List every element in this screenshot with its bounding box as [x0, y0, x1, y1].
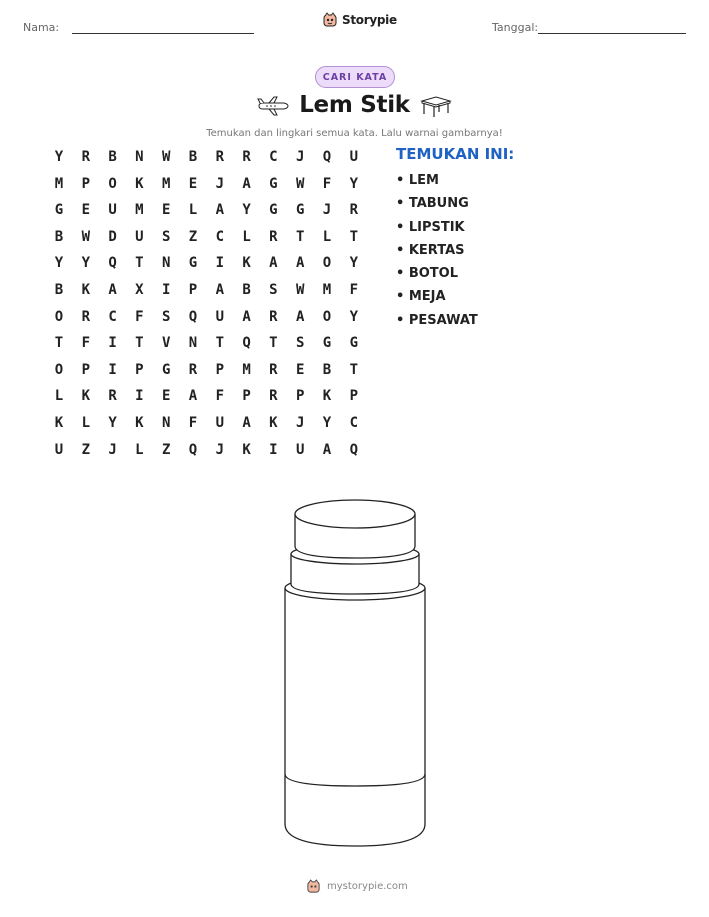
grid-letter[interactable]: U: [295, 441, 305, 458]
table-icon: [420, 94, 452, 118]
grid-letter[interactable]: K: [135, 175, 144, 192]
grid-letter[interactable]: I: [108, 361, 117, 378]
grid-letter[interactable]: O: [108, 175, 117, 192]
storypie-logo-icon: [322, 12, 338, 28]
grid-letter[interactable]: T: [349, 361, 359, 378]
grid-letter[interactable]: B: [108, 149, 117, 165]
grid-letter[interactable]: P: [295, 388, 305, 405]
grid-letter[interactable]: O: [322, 308, 332, 325]
name-line[interactable]: [72, 33, 254, 34]
grid-letter[interactable]: A: [188, 388, 198, 405]
grid-letter[interactable]: T: [135, 255, 144, 272]
word-item: • TABUNG: [396, 196, 469, 212]
grid-letter[interactable]: J: [215, 441, 225, 458]
grid-letter[interactable]: N: [135, 149, 144, 165]
grid-letter[interactable]: S: [161, 228, 171, 245]
grid-letter[interactable]: E: [295, 361, 305, 378]
grid-letter[interactable]: Z: [188, 228, 198, 245]
grid-letter[interactable]: F: [322, 175, 332, 192]
grid-letter[interactable]: K: [135, 415, 144, 431]
date-line[interactable]: [538, 33, 686, 34]
word-item: • LIPSTIK: [396, 219, 465, 235]
grid-letter[interactable]: Q: [108, 255, 117, 272]
grid-letter[interactable]: K: [242, 441, 251, 458]
grid-letter[interactable]: P: [135, 361, 144, 378]
grid-letter[interactable]: K: [54, 415, 64, 431]
grid-letter[interactable]: W: [161, 149, 171, 165]
grid-letter[interactable]: Q: [242, 335, 251, 352]
grid-letter[interactable]: S: [161, 308, 171, 325]
grid-letter[interactable]: F: [188, 415, 198, 431]
grid-letter[interactable]: I: [135, 388, 144, 405]
grid-letter[interactable]: K: [81, 388, 91, 405]
grid-letter[interactable]: E: [81, 202, 91, 219]
grid-letter[interactable]: J: [215, 175, 225, 192]
grid-letter[interactable]: A: [295, 308, 305, 325]
grid-letter[interactable]: C: [349, 415, 359, 431]
date-label: Tanggal:: [492, 21, 539, 34]
grid-letter[interactable]: I: [269, 441, 278, 458]
grid-letter[interactable]: A: [295, 255, 305, 272]
word-item: • KERTAS: [396, 242, 465, 258]
grid-letter[interactable]: D: [108, 228, 117, 245]
glue-stick-illustration: [282, 496, 428, 848]
grid-letter[interactable]: Q: [349, 441, 359, 458]
grid-letter[interactable]: F: [349, 282, 359, 298]
grid-letter[interactable]: G: [188, 255, 198, 272]
grid-letter[interactable]: M: [135, 202, 144, 219]
grid-letter[interactable]: I: [215, 255, 225, 272]
grid-letter[interactable]: U: [135, 228, 144, 245]
grid-letter[interactable]: G: [349, 335, 359, 352]
grid-letter[interactable]: P: [81, 361, 91, 378]
grid-letter[interactable]: G: [161, 361, 171, 378]
grid-letter[interactable]: U: [349, 149, 359, 165]
grid-letter[interactable]: P: [242, 388, 251, 405]
grid-letter[interactable]: U: [215, 308, 225, 325]
word-list: [396, 171, 478, 334]
grid-letter[interactable]: K: [81, 282, 91, 298]
grid-letter[interactable]: N: [161, 415, 171, 431]
grid-letter[interactable]: T: [269, 335, 278, 352]
grid-letter[interactable]: C: [269, 149, 278, 165]
grid-letter[interactable]: I: [161, 282, 171, 298]
grid-letter[interactable]: Y: [242, 202, 251, 219]
word-item: • MEJA: [396, 289, 446, 305]
grid-letter[interactable]: E: [188, 175, 198, 192]
grid-letter[interactable]: P: [215, 361, 225, 378]
grid-letter[interactable]: B: [242, 282, 251, 298]
grid-letter[interactable]: Y: [108, 415, 117, 431]
grid-letter[interactable]: L: [54, 388, 64, 405]
grid-letter[interactable]: Y: [349, 175, 359, 192]
footer: [306, 879, 408, 894]
grid-letter[interactable]: M: [322, 282, 332, 298]
grid-letter[interactable]: G: [322, 335, 332, 352]
grid-letter[interactable]: K: [242, 255, 251, 272]
grid-letter[interactable]: A: [108, 282, 117, 298]
grid-letter[interactable]: W: [295, 282, 305, 298]
grid-letter[interactable]: S: [269, 282, 278, 298]
grid-letter[interactable]: R: [81, 149, 91, 165]
grid-letter[interactable]: L: [322, 228, 332, 245]
grid-letter[interactable]: Q: [322, 149, 332, 165]
grid-letter[interactable]: R: [108, 388, 117, 405]
grid-letter[interactable]: G: [269, 202, 278, 219]
grid-letter[interactable]: Y: [322, 415, 332, 431]
grid-letter[interactable]: L: [81, 415, 91, 431]
word-item: • BOTOL: [396, 266, 458, 282]
grid-letter[interactable]: U: [215, 415, 225, 431]
grid-letter[interactable]: E: [161, 388, 171, 405]
instructions: Temukan dan lingkari semua kata. Lalu warnai gambarnya!: [206, 128, 503, 139]
brand-name: Storypie: [342, 13, 397, 27]
find-heading: TEMUKAN INI:: [396, 145, 515, 163]
grid-letter[interactable]: A: [322, 441, 332, 458]
grid-letter[interactable]: I: [108, 335, 117, 352]
storypie-logo-icon: [306, 879, 321, 894]
grid-letter[interactable]: P: [349, 388, 359, 405]
grid-letter[interactable]: J: [295, 415, 305, 431]
grid-letter[interactable]: N: [161, 255, 171, 272]
word-item: • LEM: [396, 173, 439, 188]
grid-letter[interactable]: Y: [349, 308, 359, 325]
grid-letter[interactable]: S: [295, 335, 305, 352]
grid-letter[interactable]: A: [242, 308, 251, 325]
grid-letter[interactable]: L: [188, 202, 198, 219]
grid-letter[interactable]: R: [81, 308, 91, 325]
grid-letter[interactable]: R: [269, 361, 278, 378]
name-label: Nama:: [23, 21, 60, 34]
grid-letter[interactable]: B: [54, 228, 64, 245]
grid-letter[interactable]: T: [215, 335, 225, 352]
grid-letter[interactable]: P: [188, 282, 198, 298]
grid-letter[interactable]: F: [215, 388, 225, 405]
grid-letter[interactable]: O: [322, 255, 332, 272]
grid-letter[interactable]: M: [54, 175, 64, 192]
grid-letter[interactable]: N: [188, 335, 198, 352]
grid-letter[interactable]: L: [135, 441, 144, 458]
grid-letter[interactable]: G: [295, 202, 305, 219]
grid-letter[interactable]: B: [54, 282, 64, 298]
grid-letter[interactable]: L: [242, 228, 251, 245]
grid-letter[interactable]: T: [349, 228, 359, 245]
grid-letter[interactable]: P: [81, 175, 91, 192]
grid-letter[interactable]: R: [349, 202, 359, 219]
grid-letter[interactable]: R: [269, 228, 278, 245]
grid-letter[interactable]: C: [108, 308, 117, 325]
page-title: Lem Stik: [299, 92, 410, 118]
footer-url[interactable]: mystorypie.com: [327, 881, 408, 892]
word-item: • PESAWAT: [396, 312, 478, 328]
grid-letter[interactable]: T: [54, 335, 64, 352]
brand-logo: [322, 12, 397, 28]
grid-letter[interactable]: R: [269, 388, 278, 405]
grid-letter[interactable]: Y: [54, 149, 64, 165]
grid-letter[interactable]: A: [269, 255, 278, 272]
grid-letter[interactable]: M: [161, 175, 171, 192]
grid-letter[interactable]: J: [322, 202, 332, 219]
grid-letter[interactable]: K: [322, 388, 332, 405]
grid-letter[interactable]: A: [242, 175, 251, 192]
grid-letter[interactable]: F: [135, 308, 144, 325]
grid-letter[interactable]: G: [54, 202, 64, 219]
grid-letter[interactable]: Z: [161, 441, 171, 458]
grid-letter[interactable]: T: [135, 335, 144, 352]
grid-letter[interactable]: K: [269, 415, 278, 431]
grid-letter[interactable]: Y: [54, 255, 64, 272]
grid-letter[interactable]: A: [215, 202, 225, 219]
grid-letter[interactable]: Z: [81, 441, 91, 458]
grid-letter[interactable]: B: [322, 361, 332, 378]
grid-letter[interactable]: Y: [81, 255, 91, 272]
grid-letter[interactable]: J: [108, 441, 117, 458]
grid-letter[interactable]: R: [242, 149, 251, 165]
grid-letter[interactable]: T: [295, 228, 305, 245]
grid-letter[interactable]: V: [161, 335, 171, 352]
grid-letter[interactable]: R: [215, 149, 225, 165]
grid-letter[interactable]: A: [242, 415, 251, 431]
grid-letter[interactable]: R: [188, 361, 198, 378]
grid-letter[interactable]: B: [188, 149, 198, 165]
grid-letter[interactable]: O: [54, 308, 64, 325]
category-badge: CARI KATA: [315, 66, 395, 88]
grid-letter[interactable]: O: [54, 361, 64, 378]
grid-letter[interactable]: M: [242, 361, 251, 378]
grid-letter[interactable]: X: [135, 282, 144, 298]
grid-letter[interactable]: J: [295, 149, 305, 165]
grid-letter[interactable]: C: [215, 228, 225, 245]
grid-letter[interactable]: R: [269, 308, 278, 325]
grid-letter[interactable]: G: [269, 175, 278, 192]
grid-letter[interactable]: Q: [188, 308, 198, 325]
grid-letter[interactable]: Q: [188, 441, 198, 458]
grid-letter[interactable]: F: [81, 335, 91, 352]
grid-letter[interactable]: E: [161, 202, 171, 219]
grid-letter[interactable]: W: [295, 175, 305, 192]
grid-letter[interactable]: U: [54, 441, 64, 458]
grid-letter[interactable]: U: [108, 202, 117, 219]
grid-letter[interactable]: Y: [349, 255, 359, 272]
grid-letter[interactable]: W: [81, 228, 91, 245]
grid-letter[interactable]: A: [215, 282, 225, 298]
